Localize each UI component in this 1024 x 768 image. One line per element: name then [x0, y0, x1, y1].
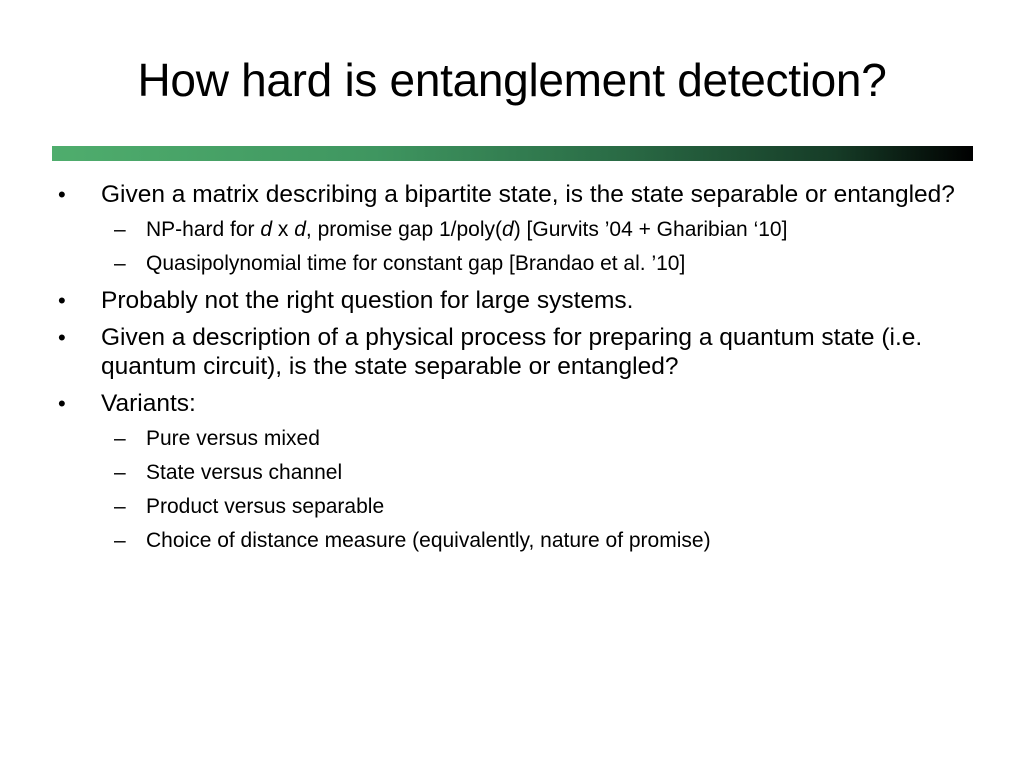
sub-bullet-text: State versus channel [146, 461, 343, 484]
dash-icon: – [114, 495, 126, 518]
sub-bullet-text: Choice of distance measure (equivalently, nature of promise) [146, 529, 711, 552]
bullet-icon: • [58, 182, 66, 207]
sub-bullet-item [58, 250, 978, 278]
sub-bullet-text: Product versus separable [146, 495, 385, 518]
bullet-text: Variants: [101, 390, 196, 417]
dash-icon: – [114, 252, 126, 275]
dash-icon: – [114, 218, 126, 241]
bullet-icon: • [58, 288, 66, 313]
sub-bullet-item [58, 459, 978, 487]
bullet-text: Given a description of a physical process for preparing a quantum state (i.e. quantum circuit), is the state separable or entangled? [101, 324, 923, 380]
bullet-text: Given a matrix describing a bipartite state, is the state separable or entangled? [101, 181, 955, 208]
bullet-icon: • [58, 391, 66, 416]
slide-content [58, 180, 978, 555]
sub-bullet-text: NP-hard for d x d, promise gap 1/poly(d) [Gurvits ’04 + Gharibian ‘10] [146, 218, 788, 241]
bullet-item [58, 286, 978, 315]
sub-bullet-item [58, 425, 978, 453]
bullet-item [58, 389, 978, 418]
sub-bullet-item [58, 216, 978, 244]
bullet-item [58, 323, 978, 381]
bullet-icon: • [58, 325, 66, 350]
sub-bullet-item [58, 493, 978, 521]
dash-icon: – [114, 427, 126, 450]
sub-bullet-text: Pure versus mixed [146, 427, 320, 450]
dash-icon: – [114, 461, 126, 484]
dash-icon: – [114, 529, 126, 552]
sub-bullet-text: Quasipolynomial time for constant gap [Brandao et al. ’10] [146, 252, 686, 275]
bullet-text: Probably not the right question for large systems. [101, 287, 634, 314]
bullet-item [58, 180, 978, 209]
sub-bullet-item [58, 527, 978, 555]
title-divider-bar [52, 146, 973, 161]
slide-title: How hard is entanglement detection? [137, 54, 887, 106]
